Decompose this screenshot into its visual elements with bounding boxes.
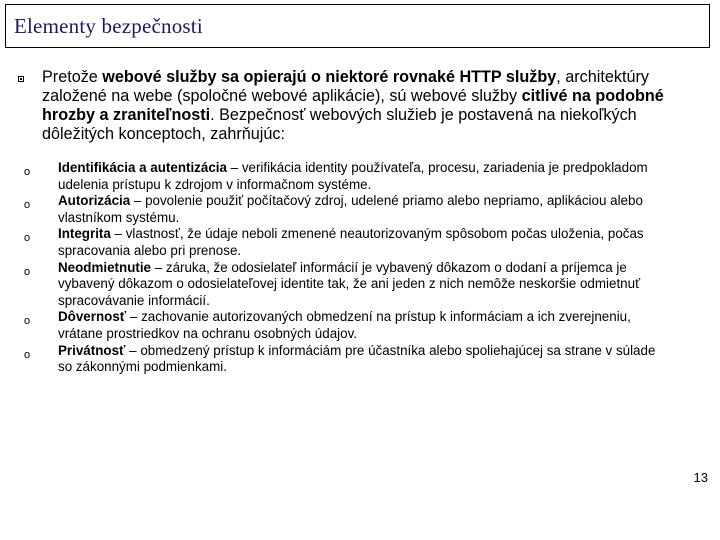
main-text-5: . Bezpečnosť webových služieb je postavená na niekoľkých dôležitých konceptoch, zahrňujúc: (42, 106, 637, 143)
main-text-2-bold: webové služby sa opierajú o niektoré rovnaké HTTP služby (102, 68, 557, 86)
list-item-description: – vlastnosť, že údaje neboli zmenené neautorizovaným spôsobom počas uloženia, počas spracovania alebo pri prenose. (58, 226, 644, 258)
list-item-term: Autorizácia (58, 193, 131, 209)
list-item-term: Dôvernosť (58, 309, 127, 325)
list-item-term: Privátnosť (58, 342, 126, 358)
circle-bullet-icon: o (24, 232, 31, 245)
title-box (5, 4, 710, 48)
list-item-text (58, 309, 664, 342)
main-text-3: , architektúry založené na webe (spoločné webové aplikácie), sú webové služby (42, 68, 649, 105)
main-text-4-bold: citlivé na podobné hrozby a zraniteľnosti (42, 87, 664, 124)
main-paragraph (42, 68, 682, 144)
list-item (24, 343, 688, 376)
circle-bullet-icon: o (24, 315, 31, 328)
list-item (24, 193, 688, 226)
main-text-1: Pretože (42, 68, 103, 86)
sub-bullet-list (24, 160, 688, 376)
list-item-description: – povolenie použiť počítačový zdroj, udelené priamo alebo nepriamo, aplikáciou alebo vlastníkom systému. (58, 193, 643, 225)
main-content (18, 68, 688, 376)
list-item-term: Integrita (58, 226, 111, 242)
list-item-text (58, 226, 664, 259)
list-item-description: – záruka, že odosielateľ informácií je vybavený dôkazom o dodaní a príjemca je vybavený dôkazom o odosielateľovej identite tak, že ani jeden z nich nemôže neskoršie odmietnuť spracovávanie informácií. (58, 259, 641, 308)
list-item-description: – zachovanie autorizovaných obmedzení na prístup k informáciam a ich zverejneniu, vrátane prostriedkov na ochranu osobných údajov. (58, 309, 631, 341)
list-item-term: Identifikácia a autentizácia (58, 160, 227, 175)
list-item (24, 226, 688, 259)
square-bullet-icon (18, 76, 24, 82)
list-item-text (58, 160, 664, 193)
circle-bullet-icon: o (24, 348, 31, 361)
slide-title: Elementy bezpečnosti (14, 14, 203, 38)
circle-bullet-icon: o (24, 199, 31, 212)
list-item-description: – verifikácia identity používateľa, procesu, zariadenia je predpokladom udelenia prístupu k zdrojom v informačnom systéme. (58, 160, 648, 192)
main-bullet (18, 68, 688, 144)
circle-bullet-icon: o (24, 166, 31, 178)
list-item-term: Neodmietnutie (58, 259, 151, 275)
list-item (24, 309, 688, 342)
list-item-description: – obmedzený prístup k informáciám pre účastníka alebo spoliehajúcej sa strane v súlade so zákonnými podmienkami. (58, 342, 656, 375)
list-item-text (58, 260, 664, 310)
circle-bullet-icon: o (24, 265, 31, 278)
page-number: 13 (693, 470, 708, 485)
list-item-text (58, 343, 664, 376)
list-item (24, 260, 688, 310)
list-item-text (58, 193, 664, 226)
list-item (24, 160, 688, 193)
